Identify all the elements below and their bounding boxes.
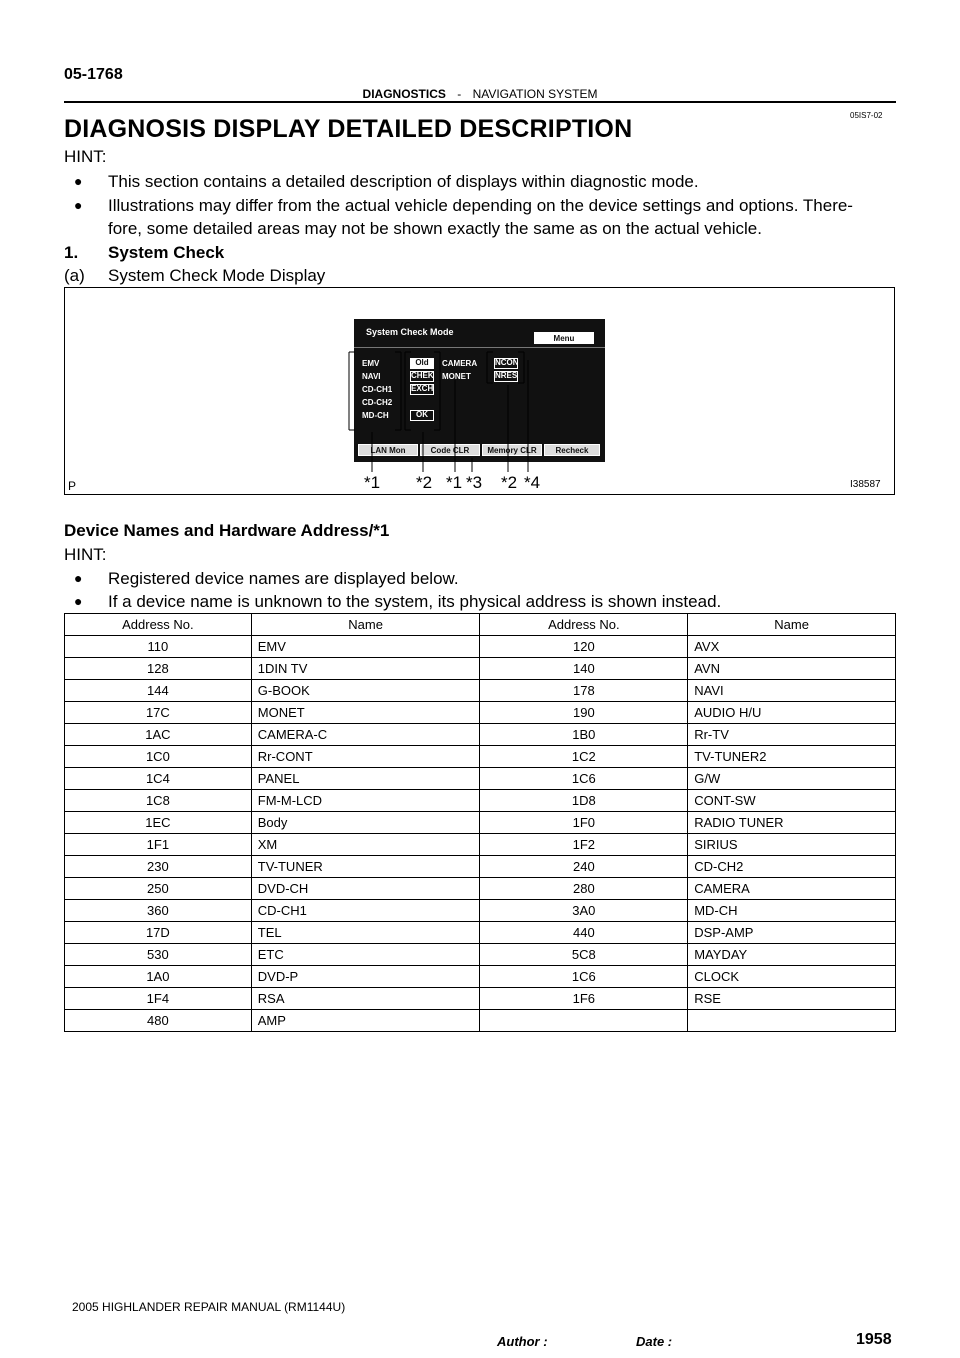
table-row: [65, 768, 896, 790]
name-cell: AUDIO H/U: [688, 702, 896, 724]
name-cell: G/W: [688, 768, 896, 790]
address-cell: 178: [480, 680, 688, 702]
device-name: NAVI: [362, 372, 381, 381]
address-cell: 1F4: [65, 988, 252, 1010]
date-label: Date :: [636, 1334, 673, 1349]
section-name: DIAGNOSTICS: [362, 87, 446, 101]
callout-label: *4: [524, 473, 541, 492]
address-cell: 240: [480, 856, 688, 878]
table-row: [65, 790, 896, 812]
figure-id: I38587: [850, 479, 881, 490]
page-number: 05-1768: [64, 66, 123, 83]
name-cell: MONET: [251, 702, 480, 724]
bracket-line: [518, 352, 524, 383]
name-cell: RADIO TUNER: [688, 812, 896, 834]
address-cell: 128: [65, 658, 252, 680]
menu-button[interactable]: Menu: [534, 332, 594, 344]
name-cell: [688, 1010, 896, 1032]
bullet-icon: ●: [74, 593, 83, 609]
address-cell: 1B0: [480, 724, 688, 746]
address-cell: 1F0: [480, 812, 688, 834]
address-cell: 17D: [65, 922, 252, 944]
status-badge: OK: [410, 410, 434, 421]
bracket-line: [434, 352, 440, 430]
name-cell: Body: [251, 812, 480, 834]
table-row: [65, 966, 896, 988]
substep-number: (a): [64, 266, 85, 285]
status-badge: NRES: [495, 371, 518, 380]
name-cell: CD-CH1: [251, 900, 480, 922]
hint-bullet-1: This section contains a detailed description of displays within diagnostic mode.: [108, 172, 699, 191]
table-row: [65, 856, 896, 878]
callout-label: *1: [446, 473, 463, 492]
address-cell: 140: [480, 658, 688, 680]
address-cell: 1EC: [65, 812, 252, 834]
figure-corner-label: P: [68, 479, 77, 493]
table-row: [65, 1010, 896, 1032]
name-cell: DVD-P: [251, 966, 480, 988]
address-cell: 280: [480, 878, 688, 900]
table-row: [65, 988, 896, 1010]
address-cell: 1A0: [65, 966, 252, 988]
bracket-line: [349, 352, 355, 430]
address-cell: 17C: [65, 702, 252, 724]
device-name: EMV: [362, 359, 380, 368]
footer-manual-title: 2005 HIGHLANDER REPAIR MANUAL (RM1144U): [72, 1300, 346, 1314]
address-cell: 250: [65, 878, 252, 900]
bullet-icon: ●: [74, 173, 83, 189]
callout-leaders: [0, 0, 960, 500]
name-cell: PANEL: [251, 768, 480, 790]
address-cell: 1C6: [480, 768, 688, 790]
table-row: [65, 834, 896, 856]
address-cell: 480: [65, 1010, 252, 1032]
name-cell: CAMERA: [688, 878, 896, 900]
address-cell: 1C4: [65, 768, 252, 790]
address-cell: 1C8: [65, 790, 252, 812]
screen-title: System Check Mode: [366, 327, 454, 337]
device-name: MD-CH: [362, 411, 389, 420]
table-row: [65, 944, 896, 966]
address-cell: 1C0: [65, 746, 252, 768]
column-header: Address No.: [480, 614, 688, 636]
hint-bullet-2: Illustrations may differ from the actual vehicle depending on the device settings and options. There-: [108, 196, 853, 215]
table-row: [65, 702, 896, 724]
status-badge: CHEK: [411, 371, 434, 380]
address-cell: 5C8: [480, 944, 688, 966]
address-cell: 1D8: [480, 790, 688, 812]
table-row: [65, 658, 896, 680]
hint-label: HINT:: [64, 147, 107, 166]
device-name: CAMERA: [442, 359, 478, 368]
name-cell: SIRIUS: [688, 834, 896, 856]
callout-label: *2: [416, 473, 433, 492]
step-number: 1.: [64, 243, 79, 262]
device-name: CD-CH1: [362, 385, 393, 394]
author-label: Author :: [497, 1334, 548, 1349]
name-cell: 1DIN TV: [251, 658, 480, 680]
header-separator: -: [457, 87, 462, 101]
address-cell: 360: [65, 900, 252, 922]
address-cell: 3A0: [480, 900, 688, 922]
subsection-name: NAVIGATION SYSTEM: [472, 87, 598, 101]
name-cell: RSE: [688, 988, 896, 1010]
hint-bullet-1: Registered device names are displayed below.: [108, 569, 459, 588]
name-cell: DSP-AMP: [688, 922, 896, 944]
address-cell: 1AC: [65, 724, 252, 746]
status-badge: NCON: [495, 358, 519, 367]
footer-page-number: 1958: [856, 1331, 892, 1348]
name-cell: Rr-TV: [688, 724, 896, 746]
device-name: CD-CH2: [362, 398, 393, 407]
address-cell: [480, 1010, 688, 1032]
name-cell: G-BOOK: [251, 680, 480, 702]
address-cell: 120: [480, 636, 688, 658]
hint-bullet-2-cont: fore, some detailed areas may not be shown exactly the same as on the actual vehicle.: [108, 219, 762, 238]
table-row: [65, 900, 896, 922]
column-header: Address No.: [65, 614, 252, 636]
name-cell: CD-CH2: [688, 856, 896, 878]
status-badge: Old: [410, 358, 434, 369]
address-cell: 230: [65, 856, 252, 878]
address-cell: 530: [65, 944, 252, 966]
name-cell: MAYDAY: [688, 944, 896, 966]
callout-label: *1: [364, 473, 381, 492]
name-cell: AVX: [688, 636, 896, 658]
address-cell: 1F6: [480, 988, 688, 1010]
table-row: [65, 724, 896, 746]
table-row: [65, 878, 896, 900]
address-cell: 144: [65, 680, 252, 702]
substep-heading: System Check Mode Display: [108, 266, 326, 285]
name-cell: AVN: [688, 658, 896, 680]
address-cell: 440: [480, 922, 688, 944]
code-clr-button[interactable]: Code CLR: [420, 444, 480, 456]
bracket-line: [405, 352, 411, 430]
callout-label: *3: [466, 473, 483, 492]
name-cell: CLOCK: [688, 966, 896, 988]
table-body: [65, 636, 896, 1032]
table-row: [65, 746, 896, 768]
name-cell: MD-CH: [688, 900, 896, 922]
device-address-table: [64, 613, 896, 1032]
name-cell: AMP: [251, 1010, 480, 1032]
hint-label: HINT:: [64, 545, 107, 564]
name-cell: TV-TUNER2: [688, 746, 896, 768]
table-row: [65, 812, 896, 834]
name-cell: TEL: [251, 922, 480, 944]
table-header-row: [65, 614, 896, 636]
address-cell: 1C2: [480, 746, 688, 768]
address-cell: 110: [65, 636, 252, 658]
page-title: DIAGNOSIS DISPLAY DETAILED DESCRIPTION: [64, 115, 633, 143]
name-cell: RSA: [251, 988, 480, 1010]
address-cell: 190: [480, 702, 688, 724]
name-cell: CAMERA-C: [251, 724, 480, 746]
address-cell: 1F2: [480, 834, 688, 856]
column-header: Name: [688, 614, 896, 636]
address-cell: 1F1: [65, 834, 252, 856]
name-cell: TV-TUNER: [251, 856, 480, 878]
name-cell: FM-M-LCD: [251, 790, 480, 812]
name-cell: DVD-CH: [251, 878, 480, 900]
table-row: [65, 636, 896, 658]
step-heading: System Check: [108, 243, 225, 262]
name-cell: NAVI: [688, 680, 896, 702]
callout-label: *2: [501, 473, 518, 492]
table-row: [65, 680, 896, 702]
table-row: [65, 922, 896, 944]
address-cell: 1C6: [480, 966, 688, 988]
recheck-button[interactable]: Recheck: [544, 444, 600, 456]
bullet-icon: ●: [74, 570, 83, 586]
status-badge: EXCH: [411, 384, 434, 393]
name-cell: Rr-CONT: [251, 746, 480, 768]
name-cell: ETC: [251, 944, 480, 966]
name-cell: CONT-SW: [688, 790, 896, 812]
column-header: Name: [251, 614, 480, 636]
hint-bullet-2: If a device name is unknown to the system, its physical address is shown instead.: [108, 592, 722, 611]
bracket-line: [395, 352, 401, 430]
section-heading: Device Names and Hardware Address/*1: [64, 521, 390, 540]
device-name: MONET: [442, 372, 471, 381]
bracket-line: [487, 352, 493, 383]
bullet-icon: ●: [74, 197, 83, 213]
memory-clr-button[interactable]: Memory CLR: [482, 444, 542, 456]
name-cell: EMV: [251, 636, 480, 658]
doc-code: 05IS7-02: [850, 111, 883, 120]
lan-mon-button[interactable]: LAN Mon: [358, 444, 418, 456]
name-cell: XM: [251, 834, 480, 856]
